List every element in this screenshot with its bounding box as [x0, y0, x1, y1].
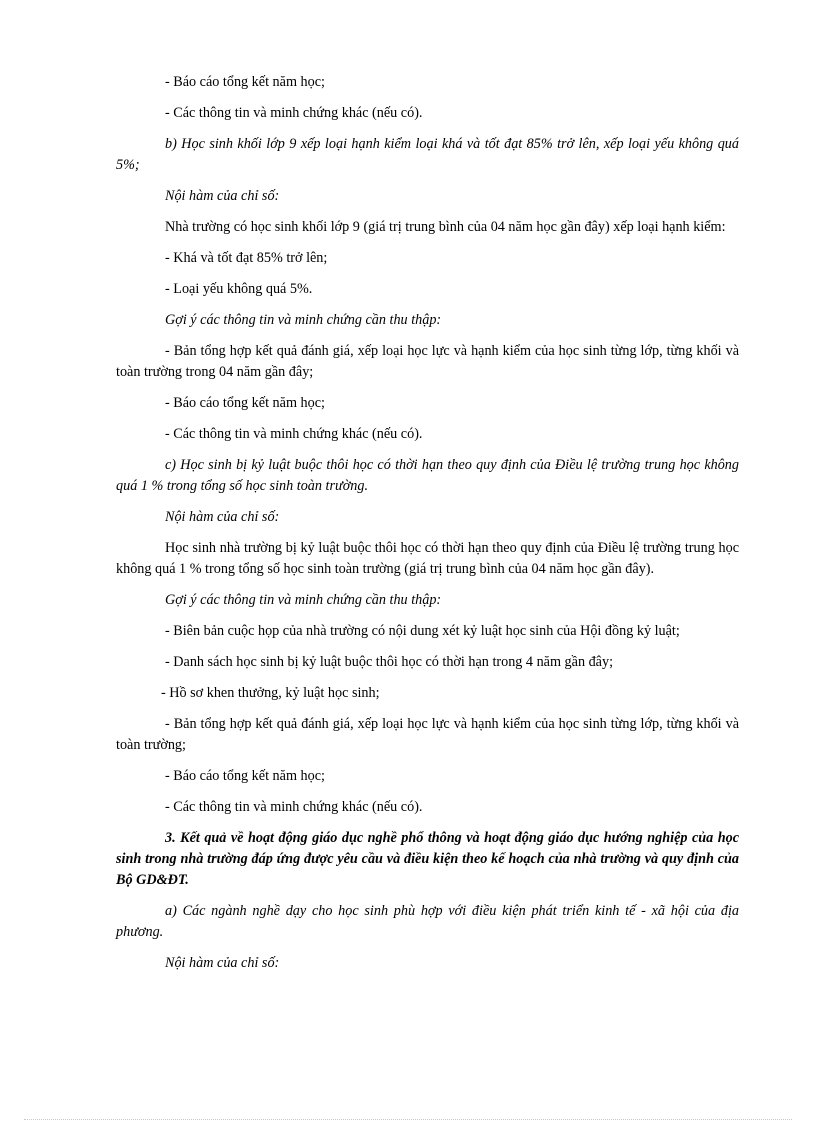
paragraph: - Hồ sơ khen thưởng, kỷ luật học sinh;: [161, 685, 380, 701]
paragraph: - Bản tổng hợp kết quả đánh giá, xếp loại học lực và hạnh kiểm của học sinh từng lớp, từng khối và toàn trường;: [116, 716, 739, 753]
subheading: Gợi ý các thông tin và minh chứng cần thu thập:: [165, 312, 442, 328]
subheading: Nội hàm của chỉ số:: [165, 188, 280, 204]
paragraph: Nhà trường có học sinh khối lớp 9 (giá trị trung bình của 04 năm học gần đây) xếp loại hạnh kiểm:: [165, 219, 726, 235]
subheading: Nội hàm của chỉ số:: [165, 509, 280, 525]
paragraph: - Các thông tin và minh chứng khác (nếu có).: [165, 426, 423, 442]
paragraph: - Các thông tin và minh chứng khác (nếu có).: [165, 105, 423, 121]
criterion-heading: a) Các ngành nghề dạy cho học sinh phù hợp với điều kiện phát triển kinh tế - xã hội của địa phương.: [116, 903, 739, 940]
paragraph: - Các thông tin và minh chứng khác (nếu có).: [165, 799, 423, 815]
paragraph: - Báo cáo tổng kết năm học;: [165, 74, 325, 90]
paragraph: - Biên bản cuộc họp của nhà trường có nội dung xét kỷ luật học sinh của Hội đồng kỷ luật;: [165, 623, 680, 639]
criterion-heading: b) Học sinh khối lớp 9 xếp loại hạnh kiểm loại khá và tốt đạt 85% trở lên, xếp loại yếu không quá 5%;: [116, 136, 739, 173]
paragraph: - Báo cáo tổng kết năm học;: [165, 395, 325, 411]
page-bottom-rule: [24, 1119, 792, 1120]
paragraph: - Khá và tốt đạt 85% trở lên;: [165, 250, 328, 266]
paragraph: - Loại yếu không quá 5%.: [165, 281, 313, 297]
criterion-heading: c) Học sinh bị kỷ luật buộc thôi học có thời hạn theo quy định của Điều lệ trường trung học không quá 1 % trong tổng số học sinh toàn trường.: [116, 457, 739, 494]
paragraph: Học sinh nhà trường bị kỷ luật buộc thôi học có thời hạn theo quy định của Điều lệ trường trung học không quá 1 % trong tổng số học sinh toàn trường (giá trị trung bình của 04 năm học gần đây).: [116, 540, 739, 577]
paragraph: - Báo cáo tổng kết năm học;: [165, 768, 325, 784]
paragraph: - Bản tổng hợp kết quả đánh giá, xếp loại học lực và hạnh kiểm của học sinh từng lớp, từng khối và toàn trường trong 04 năm gần đây;: [116, 343, 739, 380]
subheading: Nội hàm của chỉ số:: [165, 955, 280, 971]
section-heading: 3. Kết quả về hoạt động giáo dục nghề phổ thông và hoạt động giáo dục hướng nghiệp của học sinh trong nhà trường đáp ứng được yêu cầu và điều kiện theo kế hoạch của nhà trường và quy định của Bộ GD&ĐT.: [116, 830, 739, 888]
document-body: [116, 72, 739, 984]
paragraph: - Danh sách học sinh bị kỷ luật buộc thôi học có thời hạn trong 4 năm gần đây;: [165, 654, 614, 670]
subheading: Gợi ý các thông tin và minh chứng cần thu thập:: [165, 592, 442, 608]
